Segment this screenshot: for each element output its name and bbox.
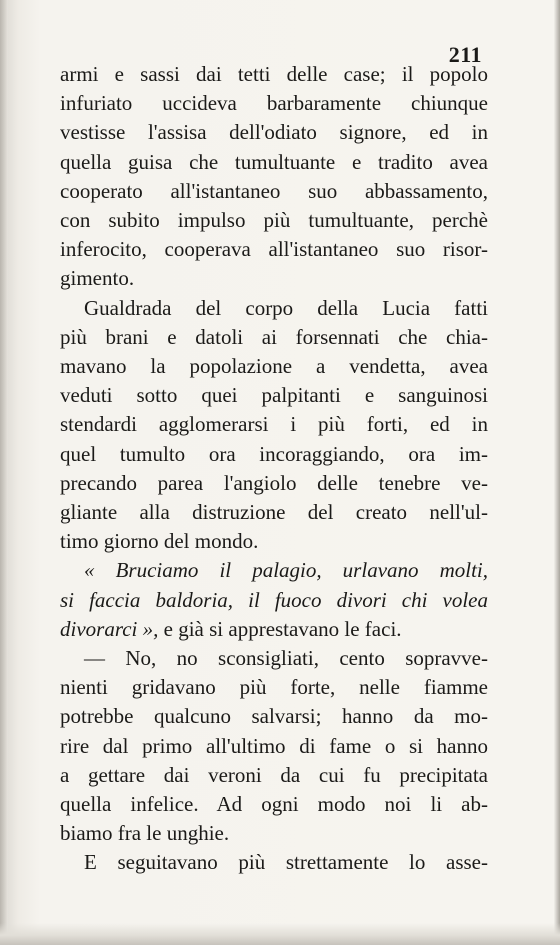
text-line: potrebbe qualcuno salvarsi; hanno da mo- — [60, 704, 488, 729]
text-line: Gualdrada del corpo della Lucia fatti — [84, 295, 488, 320]
text-line: veduti sotto quei palpitanti e sanguinosi — [60, 383, 488, 408]
text-line: gliante alla distruzione del creato nell'ul- — [60, 500, 488, 525]
text-line: stendardi agglomerarsi i più forti, ed in — [60, 412, 488, 437]
page-right-edge — [554, 0, 560, 945]
text-line: a gettare dai veroni da cui fu precipitata — [60, 762, 488, 787]
text-line: biamo fra le unghie. — [60, 821, 230, 846]
text-line: timo giorno del mondo. — [60, 529, 259, 554]
text-line: inferocito, cooperava all'istantaneo suo risor- — [60, 237, 488, 262]
page-bottom-edge — [0, 923, 560, 945]
text-line: vestisse l'assisa dell'odiato signore, ed in — [60, 120, 488, 145]
text-line: con subito impulso più tumultuante, perchè — [60, 208, 488, 233]
roman-fragment: e già si apprestavano le faci. — [158, 616, 402, 641]
text-line: armi e sassi dai tetti delle case; il popolo — [60, 62, 488, 86]
page-binding-shadow — [0, 0, 8, 945]
text-line: « Bruciamo il palagio, urlavano molti, — [84, 558, 488, 583]
text-line: quel tumulto ora incoraggiando, ora im- — [60, 441, 488, 466]
paragraph-2 — [60, 294, 488, 557]
paragraph-1 — [60, 60, 488, 294]
text-line — [60, 615, 488, 644]
paragraph-3 — [60, 556, 488, 644]
text-line: quella guisa che tumultuante e tradito avea — [60, 149, 488, 174]
text-line: gimento. — [60, 266, 135, 291]
text-line: precando parea l'angiolo delle tenebre ve- — [60, 470, 488, 495]
page-number: 211 — [448, 42, 482, 67]
text-line: mavano la popolazione a vendetta, avea — [60, 354, 488, 379]
text-line: infuriato uccideva barbaramente chiunque — [60, 91, 488, 116]
page-text — [60, 60, 488, 878]
text-line: nienti gridavano più forte, nelle fiamme — [60, 675, 488, 700]
italic-fragment: divorarci », — [60, 616, 159, 641]
text-line: quella infelice. Ad ogni modo noi li ab- — [60, 792, 488, 817]
paragraph-4 — [60, 644, 488, 848]
text-line: E seguitavano più strettamente lo asse- — [84, 850, 488, 875]
text-line: rire dal primo all'ultimo di fame o si hanno — [60, 733, 488, 758]
text-line: più brani e datoli ai forsennati che chia- — [60, 324, 488, 349]
text-line: si faccia baldoria, il fuoco divori chi volea — [60, 587, 488, 612]
text-line: — No, no sconsigliati, cento sopravve- — [84, 646, 488, 671]
text-line: cooperato all'istantaneo suo abbassamento, — [60, 178, 488, 203]
paragraph-5 — [60, 848, 488, 877]
